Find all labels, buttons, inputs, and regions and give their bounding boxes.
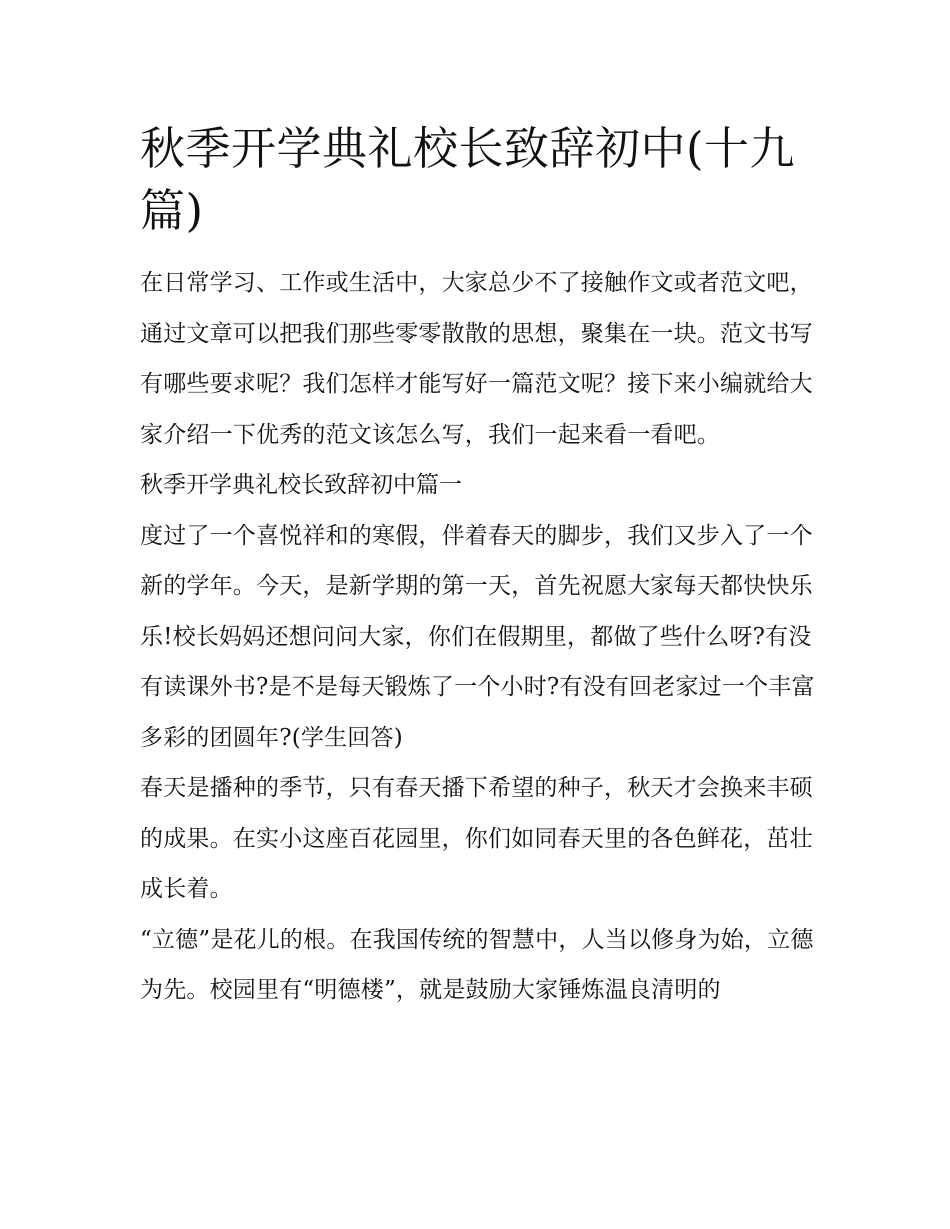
document-body [140, 118, 815, 1016]
body-paragraph-3: “立德”是花儿的根。在我国传统的智慧中，人当以修身为始，立德为先。校园里有“明德楼”，就是鼓励大家锤炼温良清明的 [140, 926, 814, 1003]
section-heading: 秋季开学典礼校长致辞初中篇一 [140, 472, 462, 498]
body-paragraph-2: 春天是播种的季节，只有春天播下希望的种子，秋天才会换来丰硕的成果。在实小这座百花园里，你们如同春天里的各色鲜花，茁壮成长着。 [140, 775, 813, 902]
body-paragraph-1: 度过了一个喜悦祥和的寒假，伴着春天的脚步，我们又步入了一个新的学年。今天，是新学期的第一天，首先祝愿大家每天都快快乐乐!校长妈妈还想问问大家，你们在假期里，都做了些什么呀?有没有读课外书?是不是每天锻炼了一个小时?有没有回老家过一个丰富多彩的团圆年?(学生回答) [140, 522, 815, 751]
document-title: 秋季开学典礼校长致辞初中(十九篇) [140, 122, 796, 237]
intro-paragraph: 在日常学习、工作或生活中，大家总少不了接触作文或者范文吧，通过文章可以把我们那些零零散散的思想，聚集在一块。范文书写有哪些要求呢？我们怎样才能写好一篇范文呢？接下来小编就给大家介绍一下优秀的范文该怎么写，我们一起来看一看吧。 [140, 270, 813, 448]
